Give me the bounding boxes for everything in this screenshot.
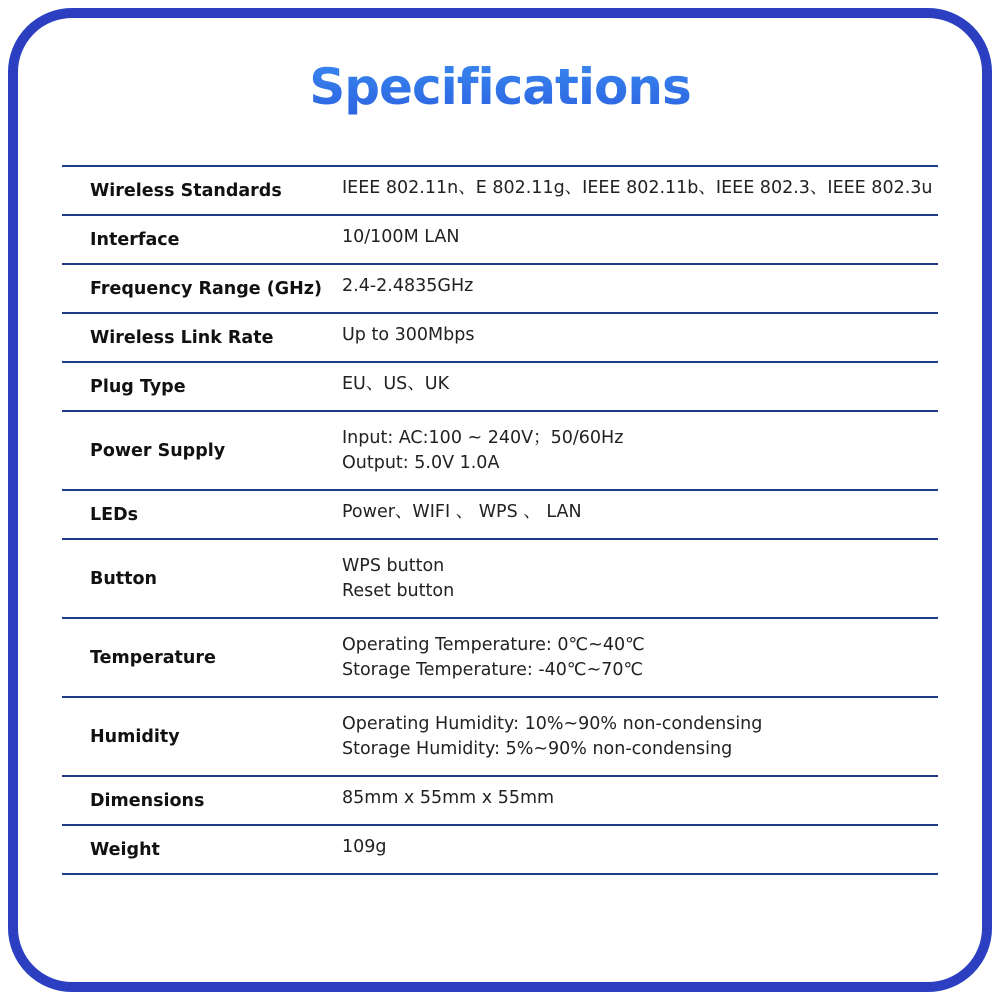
spec-value-line: Storage Humidity: 5%~90% non-condensing [342,738,733,759]
spec-row-leds [62,490,938,539]
spec-value-line: 10/100M LAN [342,227,460,247]
spec-label: Power Supply [90,440,226,461]
spec-row-wireless-standards [62,166,938,215]
spec-value-line: Operating Humidity: 10%~90% non-condensing [342,713,763,734]
spec-value-line: WPS button [342,555,445,576]
spec-value-line: Input: AC:100 ~ 240V；50/60Hz [342,427,624,448]
spec-row-temperature [62,618,938,697]
spec-label: LEDs [90,504,139,525]
spec-value [342,411,938,490]
spec-value-line: Power、WIFI 、 WPS 、 LAN [342,502,582,522]
spec-value [342,825,938,874]
spec-row-dimensions [62,776,938,825]
spec-value-line: 85mm x 55mm x 55mm [342,788,555,808]
spec-value [342,776,938,825]
spec-row-weight [62,825,938,874]
spec-label: Wireless Standards [90,180,282,201]
spec-value-line: EU、US、UK [342,374,450,394]
spec-row-button [62,539,938,618]
spec-value [342,697,938,776]
spec-value-line: IEEE 802.11n、E 802.11g、IEEE 802.11b、IEEE 802.3、IEEE 802.3u [342,178,933,198]
spec-label: Plug Type [90,376,186,397]
spec-value-line: 109g [342,837,387,857]
spec-row-plug-type [62,362,938,411]
spec-label: Humidity [90,726,180,747]
spec-label: Dimensions [90,790,205,811]
spec-value [342,362,938,411]
spec-row-interface [62,215,938,264]
spec-value [342,539,938,618]
spec-value-line: Operating Temperature: 0℃~40℃ [342,634,645,655]
spec-row-humidity [62,697,938,776]
spec-row-frequency-range [62,264,938,313]
spec-value-line: Up to 300Mbps [342,325,475,345]
spec-value [342,313,938,362]
spec-value-line: Output: 5.0V 1.0A [342,452,500,473]
spec-value-line: Reset button [342,580,455,601]
page-title: Specifications [0,52,1000,122]
spec-label: Button [90,568,158,589]
spec-label: Weight [90,839,160,860]
spec-label: Wireless Link Rate [90,327,274,348]
spec-label: Interface [90,229,180,250]
spec-value [342,215,938,264]
spec-value [342,490,938,539]
spec-row-wireless-link-rate [62,313,938,362]
spec-value [342,618,938,697]
spec-value-line: 2.4-2.4835GHz [342,276,474,296]
spec-label: Temperature [90,647,216,668]
spec-table [62,165,938,875]
spec-value-line: Storage Temperature: -40℃~70℃ [342,659,644,680]
spec-value [342,264,938,313]
spec-value [342,166,938,215]
spec-label: Frequency Range (GHz) [90,278,322,299]
spec-row-power-supply [62,411,938,490]
